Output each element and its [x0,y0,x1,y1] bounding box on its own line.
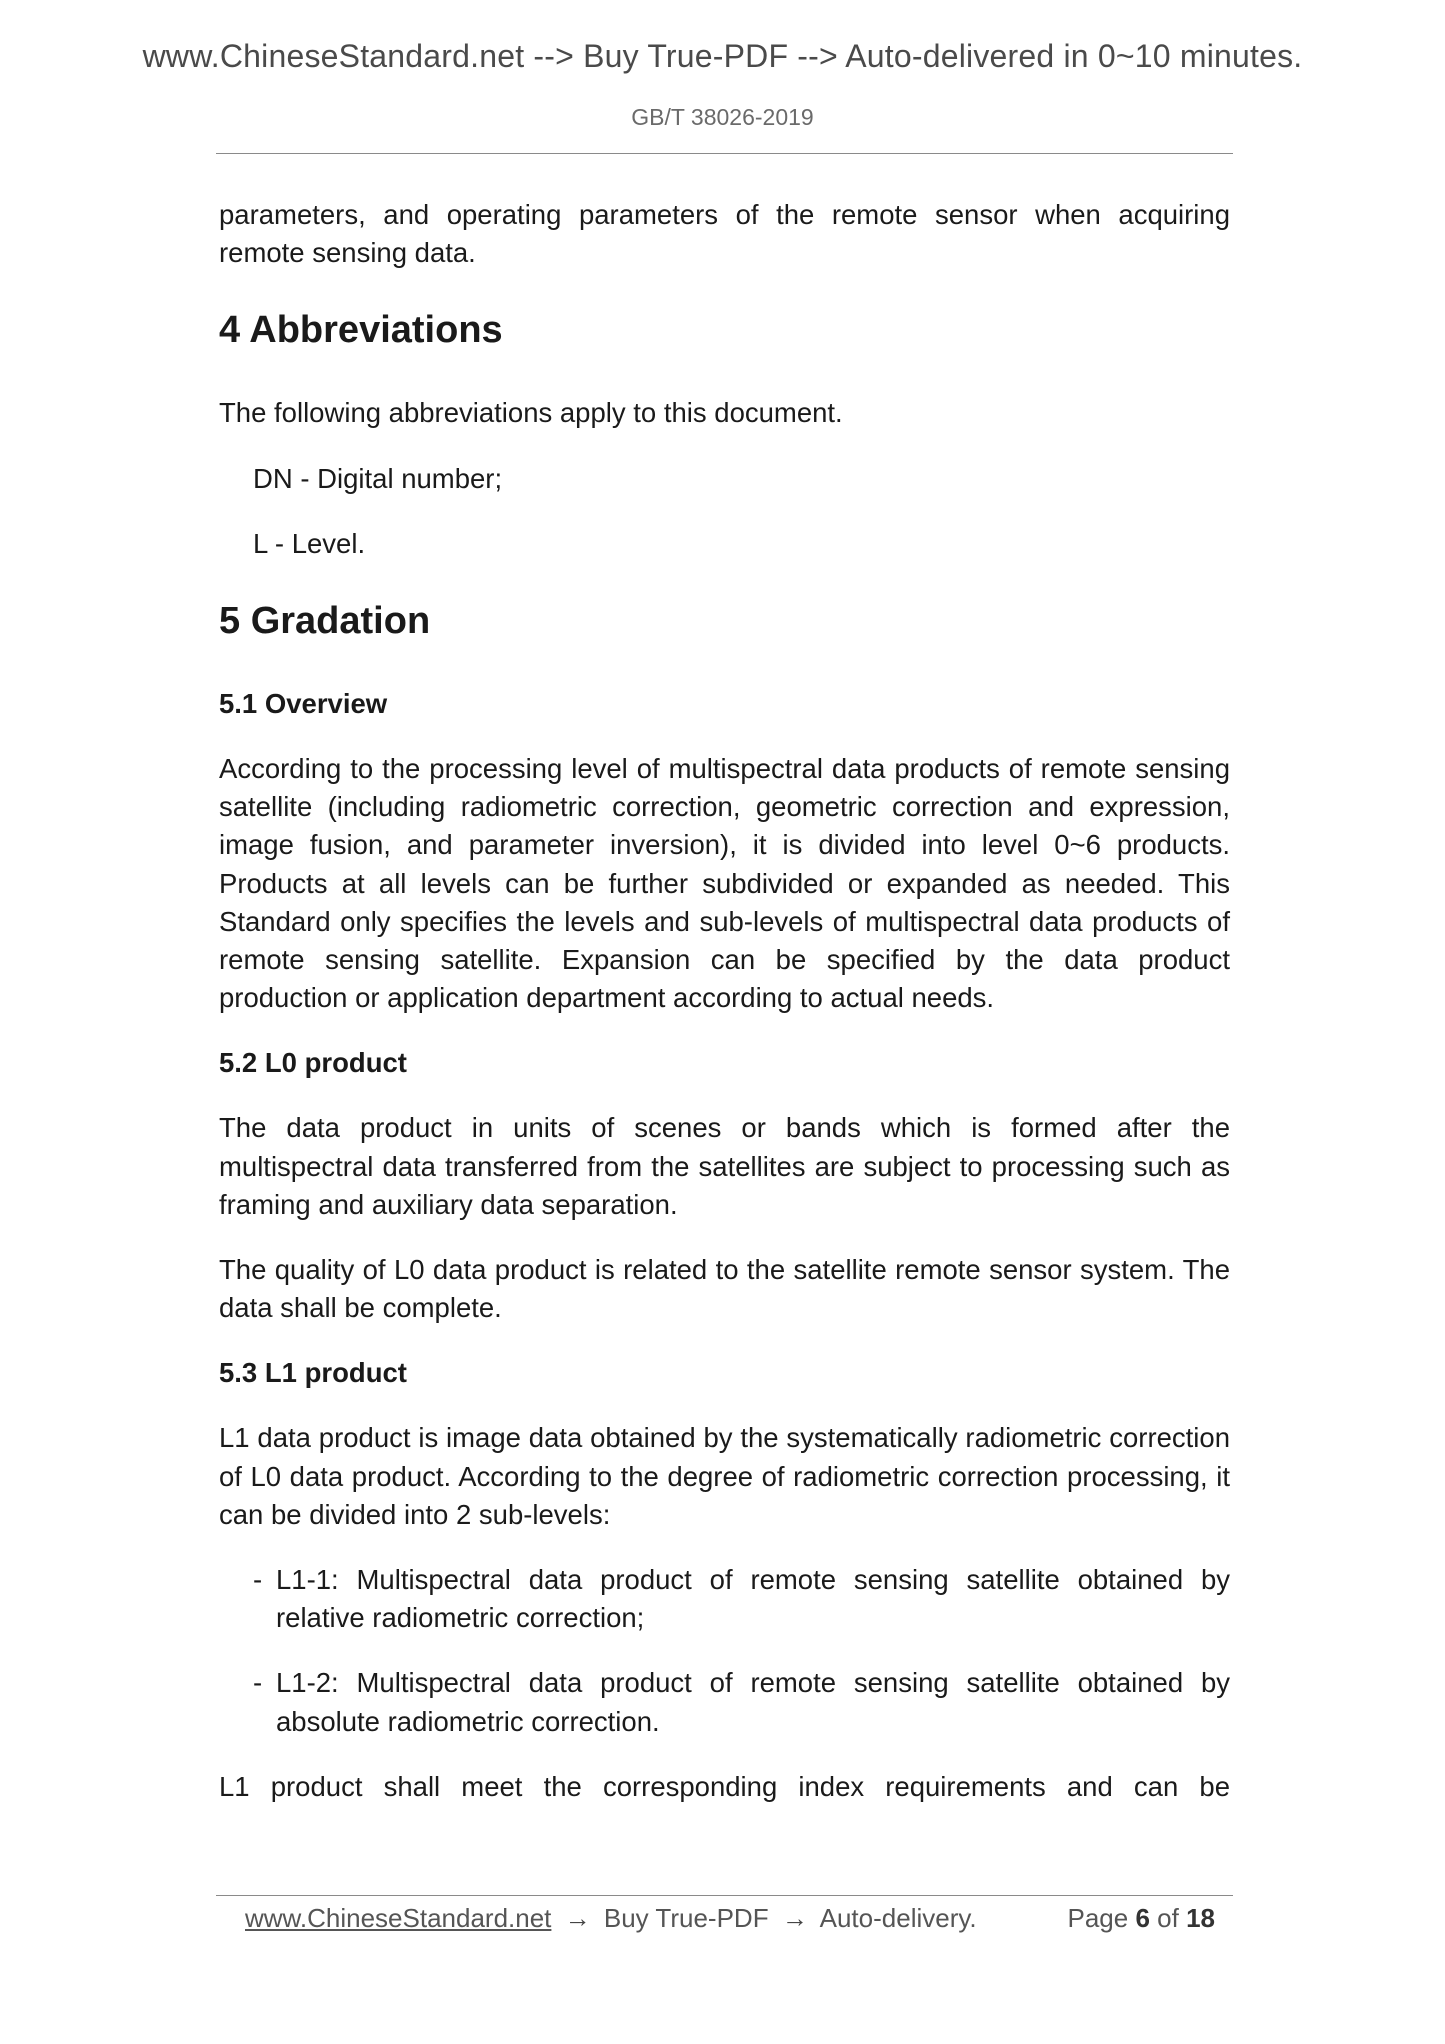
section-5-heading: 5 Gradation [219,600,431,643]
page-footer [245,1898,1215,1938]
page-indicator [1067,1898,1215,1938]
l1-paragraph-1: L1 data product is image data obtained by the systematically radiometric correction of L0 data product. According to the degree of radiometric correction processing, it can be divided into 2 sub-levels: [219,1422,1230,1530]
page-content [219,196,1230,1833]
list-item-text: L1-1: Multispectral data product of remote sensing satellite obtained by relative radiometric correction; [276,1564,1230,1634]
l0-paragraph-1: The data product in units of scenes or bands which is formed after the multispectral data transferred from the satellites are subject to processing such as framing and auxiliary data separation. [219,1112,1230,1220]
list-item-text: L1-2: Multispectral data product of remote sensing satellite obtained by absolute radiometric correction. [276,1667,1230,1737]
footer-divider [216,1895,1233,1896]
list-dash: - [253,1667,263,1699]
overview-paragraph: According to the processing level of multispectral data products of remote sensing satellite (including radiometric correction, geometric correction and expression, image fusion, and parameter inversion), it is divided into level 0~6 products. Products at all levels can be further subdivided or expanded as needed. This Standard only specifies the levels and sub-levels of multispectral data products of remote sensing satellite. Expansion can be specified by the data product production or application department according to actual needs. [219,753,1230,1014]
arrow-right-icon: → [564,1903,591,1933]
footer-buy-text: Buy True-PDF [603,1903,769,1933]
section-5-2-heading: 5.2 L0 product [219,1047,407,1079]
page-current: 6 [1135,1903,1150,1933]
l1-paragraph-2: L1 product shall meet the corresponding index requirements and can be [219,1770,1230,1802]
document-code: GB/T 38026-2019 [631,104,814,130]
header-divider [216,153,1233,154]
list-item [253,1664,1230,1740]
list-dash: - [253,1564,263,1596]
continuation-paragraph: parameters, and operating parameters of the remote sensor when acquiring remote sensing data. [219,199,1230,269]
page-total: 18 [1186,1903,1215,1933]
abbreviations-lead: The following abbreviations apply to this document. [219,397,843,429]
l0-paragraph-2: The quality of L0 data product is related to the satellite remote sensor system. The data shall be complete. [219,1254,1230,1324]
top-banner: www.ChineseStandard.net --> Buy True-PDF --> Auto-delivered in 0~10 minutes. [142,38,1303,74]
abbreviation-item-l: L - Level. [253,527,366,559]
section-5-3-heading: 5.3 L1 product [219,1357,407,1389]
of-label: of [1157,1903,1179,1933]
footer-delivery-text: Auto-delivery. [819,1903,977,1933]
list-item [253,1561,1230,1637]
section-4-heading: 4 Abbreviations [219,309,503,352]
footer-site-link[interactable]: www.ChineseStandard.net [245,1903,552,1933]
arrow-right-icon: → [781,1903,808,1933]
page-label: Page [1067,1903,1129,1933]
section-5-1-heading: 5.1 Overview [219,688,388,720]
abbreviation-item-dn: DN - Digital number; [253,462,503,494]
